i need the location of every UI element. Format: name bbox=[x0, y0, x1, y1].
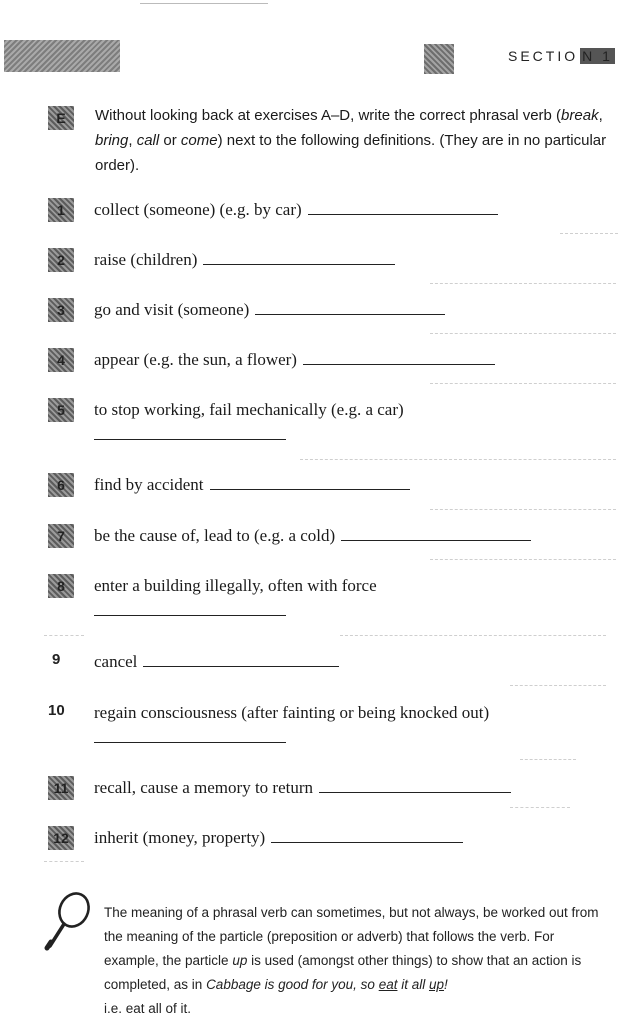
item-number-5: 5 bbox=[48, 398, 74, 422]
item-2-text: raise (children) bbox=[94, 250, 198, 269]
faint-rule bbox=[510, 806, 570, 808]
answer-blank-1[interactable] bbox=[308, 213, 498, 215]
item-number-7: 7 bbox=[48, 524, 74, 548]
item-number-2: 2 bbox=[48, 248, 74, 272]
item-8 bbox=[94, 576, 377, 596]
faint-rule bbox=[300, 458, 616, 460]
item-number-3: 3 bbox=[48, 298, 74, 322]
item-1 bbox=[94, 200, 498, 220]
item-8-text: enter a building illegally, often with force bbox=[94, 576, 377, 595]
item-number-10: 10 bbox=[48, 702, 65, 719]
item-5-text: to stop working, fail mechanically (e.g. a car) bbox=[94, 400, 404, 419]
section-number: N 1 bbox=[582, 48, 613, 64]
exercise-letter-badge: E bbox=[48, 106, 74, 130]
item-10-text: regain consciousness (after fainting or being knocked out) bbox=[94, 703, 490, 722]
answer-blank-11[interactable] bbox=[319, 791, 511, 793]
note-text-1: The meaning of a phrasal verb can sometimes, but not always, be worked out from the meaning of the particle (preposition or adverb) that follows the verb. For example, the particle bbox=[104, 905, 599, 968]
item-6-text: find by accident bbox=[94, 475, 204, 494]
faint-rule bbox=[430, 332, 616, 334]
answer-blank-6[interactable] bbox=[210, 488, 410, 490]
item-3 bbox=[94, 300, 445, 320]
note-example bbox=[206, 977, 448, 992]
item-number-9: 9 bbox=[52, 651, 61, 668]
item-9-text: cancel bbox=[94, 652, 138, 671]
instruction-part1: Without looking back at exercises A–D, write the correct phrasal verb ( bbox=[95, 107, 562, 124]
faint-rule bbox=[44, 860, 84, 862]
faint-rule bbox=[430, 382, 616, 384]
faint-rule bbox=[510, 684, 606, 686]
item-number-4: 4 bbox=[48, 348, 74, 372]
faint-rule bbox=[340, 634, 606, 636]
item-number-8: 8 bbox=[48, 574, 74, 598]
answer-blank-7[interactable] bbox=[341, 539, 531, 541]
note-text-2: is used (amongst other things) to show that an action is completed, as in bbox=[104, 953, 582, 992]
item-7 bbox=[94, 526, 531, 546]
verb-option-break: break bbox=[561, 107, 599, 124]
answer-blank-10[interactable] bbox=[94, 741, 286, 743]
item-12-text: inherit (money, property) bbox=[94, 828, 266, 847]
answer-blank-9[interactable] bbox=[143, 665, 339, 667]
item-5 bbox=[94, 400, 404, 420]
item-4 bbox=[94, 350, 495, 370]
item-number-1: 1 bbox=[48, 198, 74, 222]
answer-blank-12[interactable] bbox=[271, 841, 463, 843]
note-text-3: i.e. eat all of it. bbox=[104, 1001, 192, 1016]
example-part-3: ! bbox=[444, 977, 448, 992]
item-6 bbox=[94, 475, 410, 495]
example-underlined-up: up bbox=[428, 977, 445, 992]
answer-blank-5[interactable] bbox=[94, 438, 286, 440]
faint-rule bbox=[44, 634, 84, 636]
item-9 bbox=[94, 652, 339, 672]
answer-blank-3[interactable] bbox=[255, 313, 445, 315]
magnifying-glass-icon bbox=[42, 890, 94, 957]
section-label: SECTIO bbox=[508, 48, 579, 64]
answer-blank-2[interactable] bbox=[203, 263, 395, 265]
item-7-text: be the cause of, lead to (e.g. a cold) bbox=[94, 526, 336, 545]
answer-blank-4[interactable] bbox=[303, 363, 495, 365]
item-11-text: recall, cause a memory to return bbox=[94, 778, 314, 797]
item-number-11: 11 bbox=[48, 776, 74, 800]
example-part-2: it all bbox=[397, 977, 429, 992]
verb-option-come: come bbox=[180, 132, 218, 149]
item-number-6: 6 bbox=[48, 473, 74, 497]
note-particle: up bbox=[232, 953, 248, 968]
exercise-instructions: Without looking back at exercises A–D, write the correct phrasal verb (break, bring, call or come) next to the following definitions. (They are in no particular order). bbox=[95, 107, 607, 174]
item-2 bbox=[94, 250, 395, 270]
example-underlined-eat: eat bbox=[378, 977, 398, 992]
grammar-note bbox=[104, 901, 604, 1021]
verb-option-call: call bbox=[136, 132, 160, 149]
verb-option-bring: bring bbox=[95, 132, 129, 149]
item-1-text: collect (someone) (e.g. by car) bbox=[94, 200, 302, 219]
item-4-text: appear (e.g. the sun, a flower) bbox=[94, 350, 297, 369]
example-part-1: Cabbage is good for you, so bbox=[206, 977, 379, 992]
faint-rule bbox=[430, 282, 616, 284]
faint-rule bbox=[430, 508, 616, 510]
instruction-part2: ) next to the following definitions. (They are in no particular order). bbox=[95, 132, 607, 174]
item-number-12: 12 bbox=[48, 826, 74, 850]
faint-rule bbox=[520, 758, 576, 760]
top-rule bbox=[140, 3, 268, 4]
faint-rule bbox=[430, 558, 616, 560]
item-3-text: go and visit (someone) bbox=[94, 300, 250, 319]
faint-rule bbox=[560, 232, 618, 234]
item-10 bbox=[94, 703, 489, 723]
header-tint-block bbox=[4, 40, 120, 72]
item-12 bbox=[94, 828, 463, 848]
header-small-tint bbox=[424, 44, 454, 74]
section-heading bbox=[508, 48, 615, 64]
answer-blank-8[interactable] bbox=[94, 614, 286, 616]
item-11 bbox=[94, 778, 511, 798]
